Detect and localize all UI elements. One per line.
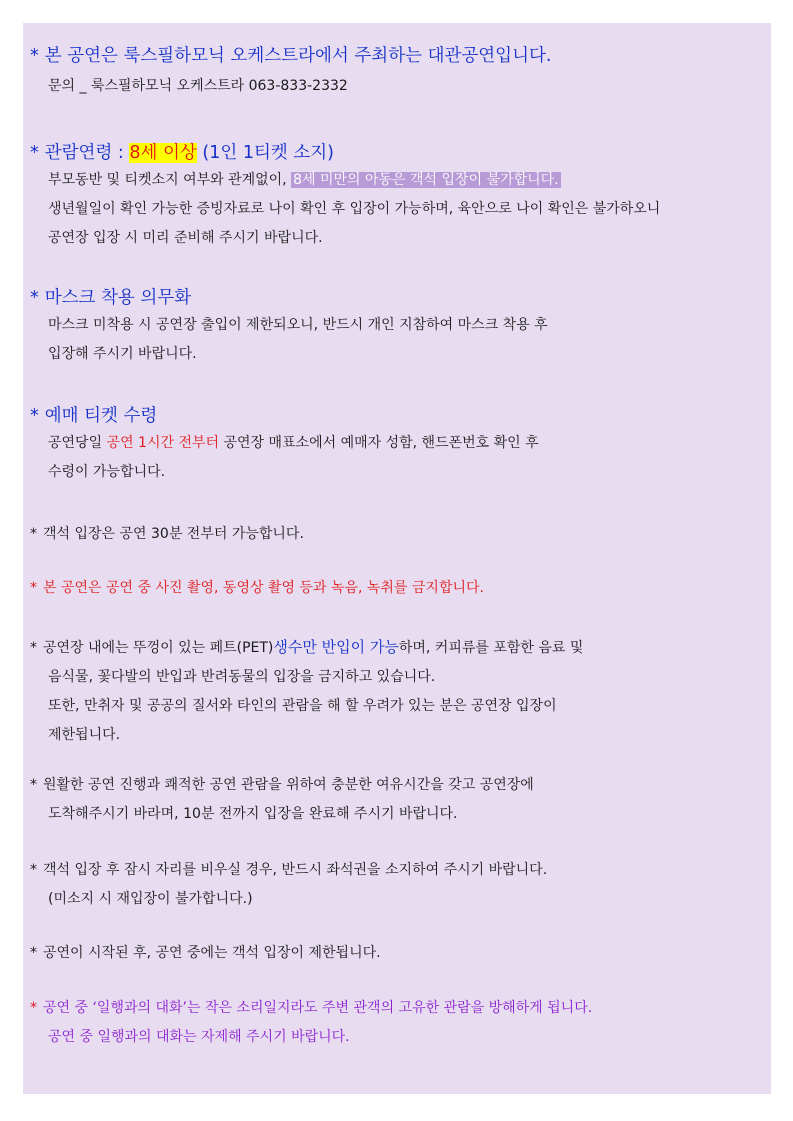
age-restriction-highlight: 8세 미만의 아동은 객석 입장이 불가합니다. (293, 172, 559, 188)
section-latecomers (30, 939, 381, 968)
text-line: 마스크 미착용 시 공연장 출입이 제한되오니, 반드시 개인 지참하여 마스크 착용 후 (48, 317, 548, 333)
text-line: 생년월일이 확인 가능한 증빙자료로 나이 확인 후 입장이 가능하며, 육안으로 나이 확인은 불가하오니 (48, 201, 661, 217)
section-arrival (30, 771, 534, 829)
section-host (30, 43, 551, 101)
text-line: * 본 공연은 공연 중 사진 촬영, 동영상 촬영 등과 녹음, 녹취를 금지합니다. (30, 580, 484, 596)
text-line: 공연 중 일행과의 대화는 자제해 주시기 바랍니다. (48, 1029, 350, 1045)
section-title: * 마스크 착용 의무화 (30, 288, 192, 308)
text-line: * 원활한 공연 진행과 쾌적한 공연 관람을 위하여 충분한 여유시간을 갖고 공연장에 (30, 777, 534, 793)
section-entry-time (30, 520, 304, 549)
water-only-highlight: 생수만 반입이 가능 (273, 638, 399, 656)
text-line: 수령이 가능합니다. (48, 464, 166, 480)
section-ticket (30, 403, 539, 487)
section-title: * 본 공연은 룩스필하모닉 오케스트라에서 주최하는 대관공연입니다. (30, 46, 552, 66)
text-line: 공연장 입장 시 미리 준비해 주시기 바랍니다. (48, 230, 323, 246)
section-age (30, 140, 660, 253)
text-line: 또한, 만취자 및 공공의 질서와 타인의 관람을 해 할 우려가 있는 분은 공연장 입장이 (48, 698, 557, 714)
text-line: * 공연이 시작된 후, 공연 중에는 객석 입장이 제한됩니다. (30, 945, 381, 961)
text-line: * 공연장 내에는 뚜껑이 있는 페트(PET)생수만 반입이 가능하며, 커피류를 포함한 음료 및 (30, 638, 584, 656)
text-line: * 객석 입장 후 잠시 자리를 비우실 경우, 반드시 좌석권을 소지하여 주시기 바랍니다. (30, 862, 548, 878)
text-line: * 공연 중 ‘일행과의 대화’는 작은 소리일지라도 주변 관객의 고유한 관람을 방해하게 됩니다. (30, 1000, 593, 1016)
section-no-recording (30, 574, 484, 603)
section-items (30, 633, 583, 750)
contact-line: 문의 _ 룩스필하모닉 오케스트라 063-833-2332 (48, 78, 348, 94)
section-title: * 예매 티켓 수령 (30, 406, 158, 426)
section-reentry (30, 856, 547, 914)
section-conversation (30, 994, 592, 1052)
text-line: 입장해 주시기 바랍니다. (48, 346, 197, 362)
text-line: 제한됩니다. (48, 727, 121, 743)
age-highlight: 8세 이상 (129, 143, 197, 163)
section-mask (30, 285, 548, 369)
text-line: 음식물, 꽃다발의 반입과 반려동물의 입장을 금지하고 있습니다. (48, 669, 436, 685)
section-title: * 관람연령 : 8세 이상 (1인 1티켓 소지) (30, 143, 334, 163)
text-line: (미소지 시 재입장이 불가합니다.) (48, 891, 253, 907)
text-line: 공연당일 공연 1시간 전부터 공연장 매표소에서 예매자 성함, 핸드폰번호 확인 후 (48, 435, 539, 451)
text-line: * 객석 입장은 공연 30분 전부터 가능합니다. (30, 526, 304, 542)
text-line: 부모동반 및 티켓소지 여부와 관계없이, 8세 미만의 아동은 객석 입장이 불가합니다. (48, 172, 559, 188)
text-line: 도착해주시기 바라며, 10분 전까지 입장을 완료해 주시기 바랍니다. (48, 806, 458, 822)
